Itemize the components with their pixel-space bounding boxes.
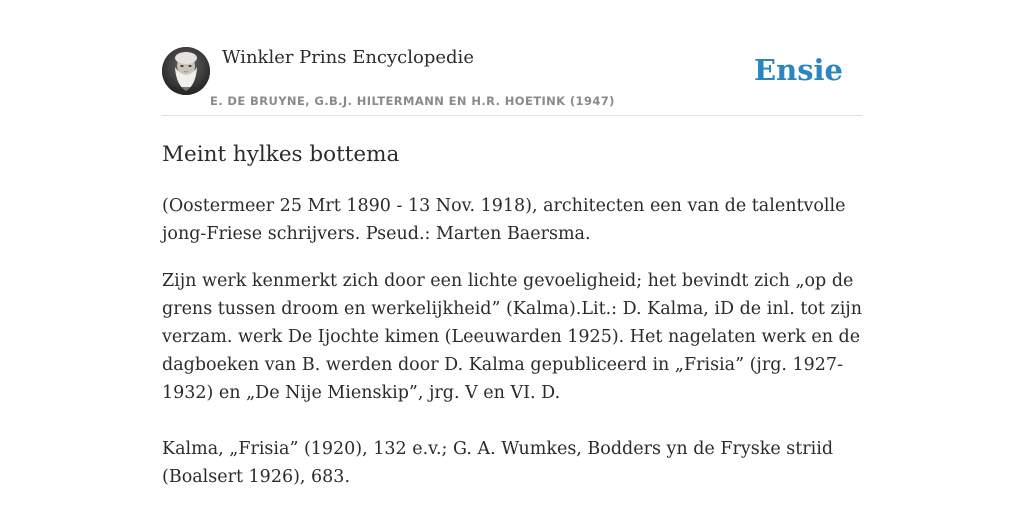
article-title: Meint hylkes bottema bbox=[162, 142, 400, 167]
bearded-man-portrait-icon bbox=[162, 47, 210, 95]
ensie-logo-link[interactable]: Ensie bbox=[754, 53, 843, 87]
article bbox=[162, 139, 862, 491]
author-avatar bbox=[162, 47, 210, 95]
article-paragraph: Kalma, „Frisia” (1920), 132 e.v.; G. A. Wumkes, Bodders yn de Fryske striid (Boalsert 1926), 683. bbox=[162, 439, 834, 487]
source-authors: E. DE BRUYNE, G.B.J. HILTERMANN EN H.R. HOETINK (1947) bbox=[210, 94, 615, 108]
article-paragraph: (Oostermeer 25 Mrt 1890 - 13 Nov. 1918), architecten een van de talentvolle jong-Friese schrijvers. Pseud.: Marten Baersma. bbox=[162, 196, 846, 244]
source-title[interactable]: Winkler Prins Encyclopedie bbox=[222, 47, 474, 68]
article-paragraph: Zijn werk kenmerkt zich door een lichte gevoeligheid; het bevindt zich „op de grens tussen droom en werkelijkheid” (Kalma).Lit.: D. Kalma, iD de inl. tot zijn verzam. werk De Ijochte kimen (Leeuwarden 1925). Het nagelaten werk en de dagboeken van B. werden door D. Kalma gepubliceerd in „Frisia” (jrg. 1927-1932) en „De Nije Mienskip”, jrg. V en VI. D. bbox=[162, 271, 862, 403]
source-header bbox=[162, 46, 862, 116]
